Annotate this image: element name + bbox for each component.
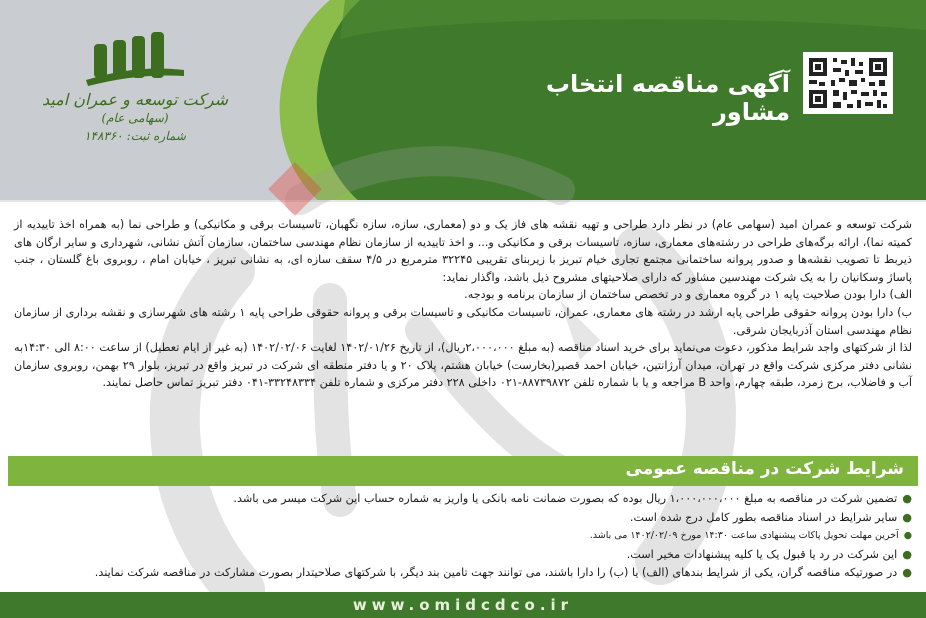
conditions-list: [14, 490, 912, 583]
list-item: ●آخرین مهلت تحویل پاکات پیشنهادی ساعت ۱۴:۳۰ مورخ ۱۴۰۲/۰۲/۰۹ می باشد.: [589, 530, 912, 542]
bullet-icon: ●: [903, 530, 912, 542]
bullet-icon: ●: [902, 510, 912, 524]
website-url: www.omidcdco.ir: [352, 596, 574, 614]
conditions-title: شرایط شرکت در مناقصه عمومی: [625, 459, 904, 479]
requirement-a: الف) دارا بودن صلاحیت پایه ۱ در گروه معماری و در تخصص ساختمان از سازمان برنامه و بودجه.: [464, 288, 912, 302]
page-title: آگهی مناقصه انتخاب مشاور: [545, 70, 790, 126]
announcement-body: [14, 216, 912, 392]
requirement-b: ب) دارا بودن پروانه حقوقی طراحی پایه ارشد در رشته های معماری، عمران، تاسیسات مکانیکی و تاسیسات برقی و پروانه حقوقی طراحی پایه ۱ رشته های شهرسازی و نقشه برداری از سازمان نظام مهندسی استان آذربایجان شرقی.: [14, 305, 912, 337]
company-logo: [40, 30, 230, 190]
bullet-icon: ●: [902, 566, 912, 580]
logo-mark-icon: [80, 30, 190, 86]
intro-paragraph: شرکت توسعه و عمران امید (سهامی عام) در نظر دارد طراحی و تهیه نقشه های فاز یک و دو (معماری، سازه، سازه نگهبان، تاسیسات برقی و مکانیکی) و طراحی نما (به همراه اخذ تاییدیه از کمیته نما)، ارائه برگه‌های طراحی در رشته‌های معماری، سازه، تاسیسات برقی و مکانیکی و... و اخذ تاییدیه از سازمان نظام مهندسی ساختمان، سازمان آتش نشانی، شهرداری و سایر ارگان های ذیربط تا تصویب نقشه‌ها و صدور پروانه ساختمانی مجتمع تجاری خیام تبریز با زیربنای تقریبی ۳۲۲۴۵ مترمربع در ۴/۵ سقف سازه ای، به نشانی تبریز ، خیابان امام ، روبروی باغ گلستان ، جنب پاساژ وسکانیان را به یک شرکت مهندسین مشاور که دارای صلاحیتهای مشروح ذیل باشد، واگذار نماید:: [14, 218, 912, 284]
company-name: شرکت توسعه و عمران امید: [41, 90, 229, 109]
qr-code-icon: [803, 52, 893, 114]
invitation-paragraph: لذا از شرکتهای واجد شرایط مذکور، دعوت می‌نماید برای خرید اسناد مناقصه (به مبلغ ۲،۰۰۰،۰۰۰ریال)، از تاریخ ۱۴۰۲/۰۱/۲۶ لغایت ۱۴۰۲/۰۲/۰۶ (به غیر از ایام تعطیل) از ساعت ۸:۰۰ الی ۱۴:۳۰به نشانی دفتر مرکزی شرکت واقع در تهران، میدان آرژانتین، خیابان احمد قصیر(بخارست) خیابان هشتم، پلاک ۲۰ و یا دفتر منطقه ای شرکت در تبریز واقع در تبریز، بلوار ۲۹ بهمن، روبروی سازمان آب و فاضلاب، برج زمرد، طبقه چهارم، واحد B مراجعه و یا با شماره تلفن ۸۸۷۳۹۸۷۲-۰۲۱ داخلی ۲۲۸ دفتر مرکزی و شماره تلفن ۳۳۲۴۸۳۳۴-۰۴۱ دفتر تبریز تماس حاصل نمایند.: [14, 341, 912, 390]
bullet-icon: ●: [902, 547, 912, 561]
registration-number: شماره ثبت: ۱۴۸۳۶۰: [84, 129, 186, 143]
conditions-header-bar: [8, 456, 918, 486]
title-wrap: [470, 70, 790, 126]
bullet-icon: ●: [902, 492, 912, 505]
list-item: ●سایر شرایط در اسناد مناقصه بطور کامل درج شده است.: [629, 510, 912, 524]
footer-bar: [0, 592, 926, 618]
list-item: ●تضمین شرکت در مناقصه به مبلغ ۱،۰۰۰،۰۰۰،۰۰۰ ریال بوده که بصورت ضمانت نامه بانکی یا واریز به شماره حساب این شرکت میسر می باشد.: [233, 492, 912, 505]
company-type: (سهامی عام): [101, 111, 169, 125]
list-item: ●در صورتیکه مناقصه گران، یکی از شرایط بندهای (الف) یا (ب) را دارا باشند، می توانند جهت تامین بند دیگر، با شرکتهای صلاحیتدار بصورت مشارکت در مناقصه شرکت نمایند.: [94, 566, 912, 580]
list-item: ●این شرکت در رد یا قبول یک یا کلیه پیشنهادات مخیر است.: [626, 547, 912, 561]
header: [0, 0, 926, 202]
